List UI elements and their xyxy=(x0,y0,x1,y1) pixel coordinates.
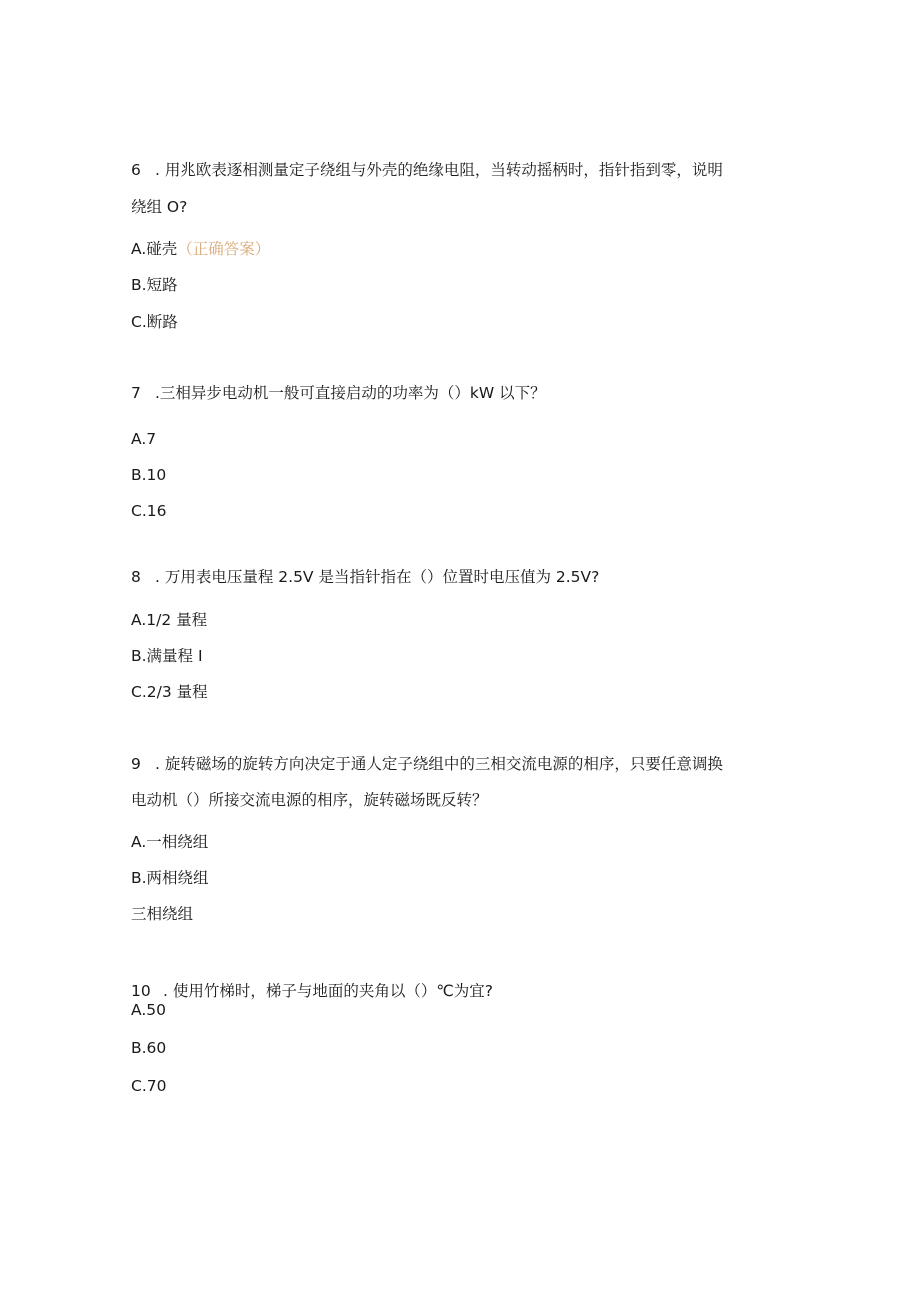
question-10-option-b[interactable]: B.60 xyxy=(131,1039,167,1057)
question-8-option-c[interactable]: C.2/3 量程 xyxy=(131,683,208,701)
question-9-option-b[interactable]: B.两相绕组 xyxy=(131,869,209,887)
question-9-stem-continued: 电动机（）所接交流电源的相序，旋转磁场既反转？ xyxy=(131,791,488,809)
question-text: .三相异步电动机一般可直接启动的功率为（）kW 以下？ xyxy=(155,384,546,402)
question-text: . 旋转磁场的旋转方向决定于通人定子绕组中的三相交流电源的相序，只要任意调换 xyxy=(155,755,723,773)
question-6-option-a[interactable] xyxy=(131,239,270,259)
question-number: 6 xyxy=(131,161,141,179)
question-6-option-b[interactable]: B.短路 xyxy=(131,276,178,294)
question-text: . 用兆欧表逐相测量定子绕组与外壳的绝缘电阻，当转动摇柄时，指针指到零，说明 xyxy=(155,161,723,179)
question-10-option-c[interactable]: C.70 xyxy=(131,1077,167,1095)
question-8-option-a[interactable]: A.1/2 量程 xyxy=(131,611,208,629)
question-text: . 万用表电压量程 2.5V 是当指针指在（）位置时电压值为 2.5V? xyxy=(155,568,600,586)
question-8-option-b[interactable]: B.满量程 I xyxy=(131,647,203,665)
correct-answer-mark: （正确答案） xyxy=(177,240,271,258)
question-6-option-c[interactable]: C.断路 xyxy=(131,313,178,331)
question-7-option-a[interactable]: A.7 xyxy=(131,430,157,448)
question-10-option-a[interactable]: A.50 xyxy=(131,1001,166,1019)
question-9-option-a[interactable]: A.一相绕组 xyxy=(131,833,209,851)
question-6-stem xyxy=(131,160,723,180)
question-number: 8 xyxy=(131,568,141,586)
question-7-option-c[interactable]: C.16 xyxy=(131,502,167,520)
question-number: 10 xyxy=(131,982,151,1000)
question-7-stem xyxy=(131,383,546,403)
question-6-stem-continued: 绕组 O? xyxy=(131,198,188,216)
question-8-stem xyxy=(131,567,599,587)
question-9-stem xyxy=(131,754,723,774)
question-10-stem xyxy=(131,981,493,1001)
question-text: . 使用竹梯时，梯子与地面的夹角以（）℃为宜? xyxy=(163,982,493,1000)
question-number: 9 xyxy=(131,755,141,773)
option-text: A.碰壳 xyxy=(131,240,178,258)
question-9-option-c[interactable]: 三相绕组 xyxy=(131,905,194,923)
question-number: 7 xyxy=(131,384,141,402)
question-7-option-b[interactable]: B.10 xyxy=(131,466,167,484)
